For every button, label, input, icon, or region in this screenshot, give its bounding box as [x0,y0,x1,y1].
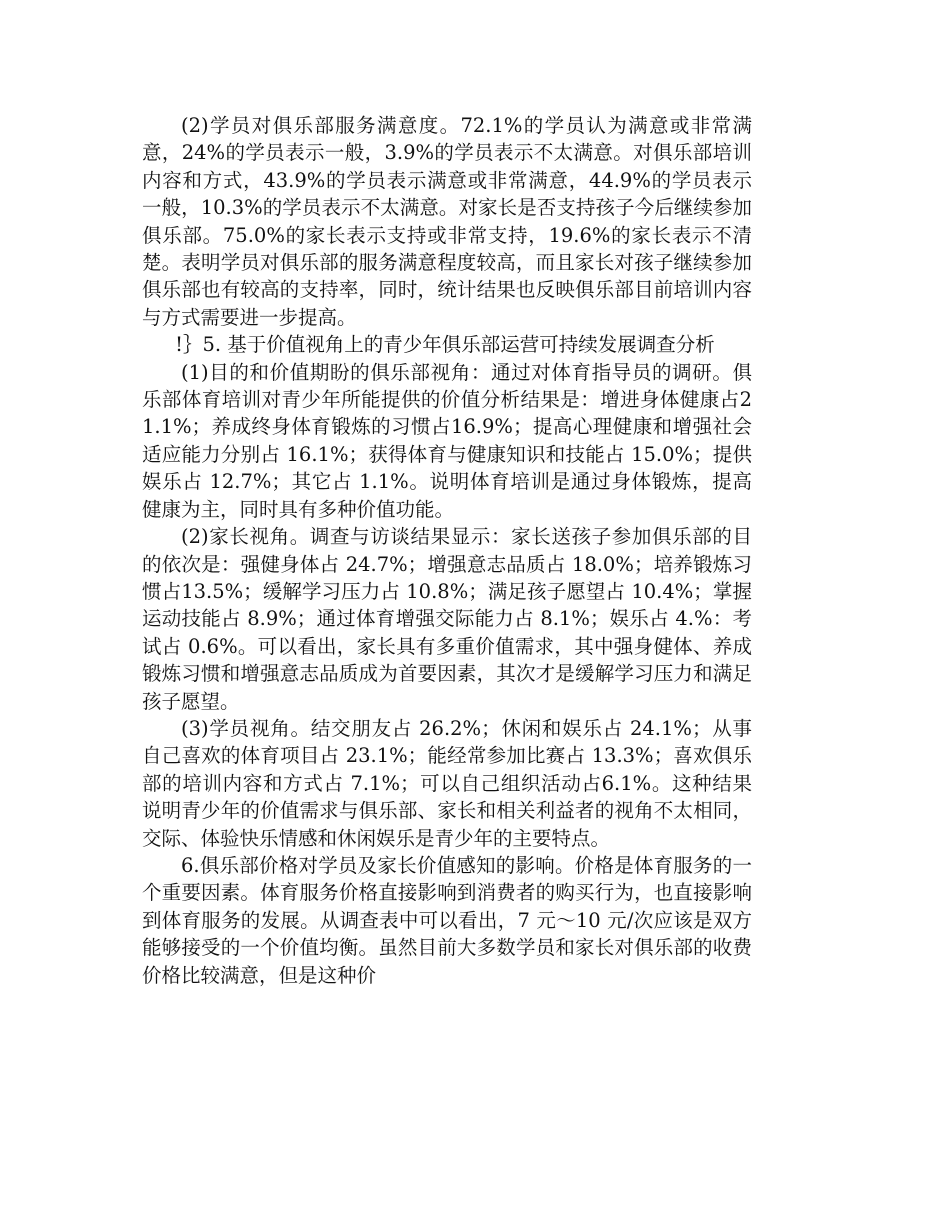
paragraph-parent-perspective: (2)家长视角。调查与访谈结果显示：家长送孩子参加俱乐部的目的依次是：强健身体占 24.7%；增强意志品质占 18.0%；培养锻炼习惯占13.5%；缓解学习压力占 10.8%；满足孩子愿望占 10.4%；掌握运动技能占 8.9%；通过体育增强交际能力占 8.1%；娱乐占 4.%：考试占 0.6%。可以看出，家长具有多重价值需求，其中强身健体、养成锻炼习惯和增强意志品质成为首要因素，其次才是缓解学习压力和满足孩子愿望。 [142,525,752,713]
paragraph-club-perspective: (1)目的和价值期盼的俱乐部视角：通过对体育指导员的调研。俱乐部体育培训对青少年所能提供的价值分析结果是：增进身体健康占21.1%；养成终身体育锻炼的习惯占16.9%；提高心理健康和增强社会适应能力分别占 16.1%；获得体育与健康知识和技能占 15.0%；提供娱乐占 12.7%；其它占 1.1%。说明体育培训是通过身体锻炼，提高健康为主，同时具有多种价值功能。 [142,360,752,521]
paragraph-student-perspective: (3)学员视角。结交朋友占 26.2%；休闲和娱乐占 24.1%；从事自己喜欢的体育项目占 23.1%；能经常参加比赛占 13.3%；喜欢俱乐部的培训内容和方式占 7.1%；可以自己组织活动占6.1%。这种结果说明青少年的价值需求与俱乐部、家长和相关利益者的视角不太相同，交际、体验快乐情感和休闲娱乐是青少年的主要特点。 [142,716,752,850]
paragraph-price-influence: 6.俱乐部价格对学员及家长价值感知的影响。价格是体育服务的一个重要因素。体育服务价格直接影响到消费者的购买行为，也直接影响到体育服务的发展。从调查表中可以看出，7 元～10 元/次应该是双方能够接受的一个价值均衡。虽然目前大多数学员和家长对俱乐部的收费价格比较满意，但是这种价 [142,853,752,987]
paragraph-student-satisfaction: (2)学员对俱乐部服务满意度。72.1%的学员认为满意或非常满意，24%的学员表示一般，3.9%的学员表示不太满意。对俱乐部培训内容和方式，43.9%的学员表示满意或非常满意，44.9%的学员表示一般，10.3%的学员表示不太满意。对家长是否支持孩子今后继续参加俱乐部。75.0%的家长表示支持或非常支持，19.6%的家长表示不清楚。表明学员对俱乐部的服务满意程度较高，而且家长对孩子继续参加俱乐部也有较高的支持率，同时，统计结果也反映俱乐部目前培训内容与方式需要进一步提高。 [142,114,752,329]
section-heading-5: !｝5. 基于价值视角上的青少年俱乐部运营可持续发展调查分析 [175,333,715,357]
document-body [142,112,752,989]
